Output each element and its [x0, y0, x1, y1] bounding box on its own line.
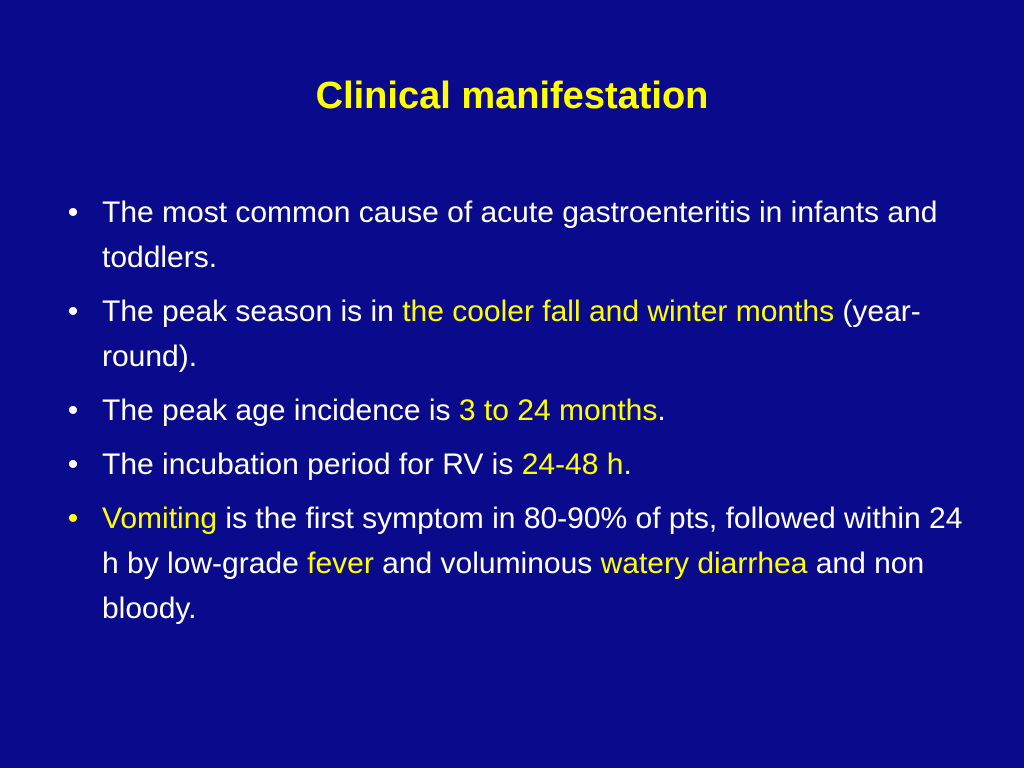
- slide-title: Clinical manifestation: [315, 75, 709, 117]
- bullet-marker-icon: •: [67, 502, 79, 535]
- bullet-item: [58, 289, 978, 379]
- highlight-segment: the cooler fall and winter months: [402, 295, 835, 328]
- bullet-text: [102, 448, 632, 481]
- bullet-segment: The incubation period for RV is: [102, 448, 522, 481]
- bullet-marker-icon: •: [67, 394, 79, 427]
- highlight-segment: Vomiting: [102, 502, 218, 535]
- highlight-segment: fever: [307, 547, 374, 580]
- bullet-item: [58, 190, 978, 280]
- highlight-segment: watery diarrhea: [600, 547, 808, 580]
- bullet-item: [58, 388, 978, 433]
- bullet-segment: .: [657, 394, 666, 427]
- bullet-item: [58, 496, 978, 631]
- bullet-marker-icon: •: [67, 448, 79, 481]
- bullet-segment: .: [623, 448, 632, 481]
- bullet-text: [102, 502, 962, 625]
- bullet-segment: The peak age incidence is: [102, 394, 459, 427]
- bullet-marker-icon: •: [67, 196, 79, 229]
- bullet-segment: and non bloody.: [102, 547, 925, 625]
- highlight-segment: 3 to 24 months: [458, 394, 658, 427]
- bullet-item: [58, 442, 978, 487]
- bullet-text: [102, 295, 921, 373]
- bullet-segment: The most common cause of acute gastroenteritis in infants and toddlers.: [102, 196, 938, 274]
- bullet-text: [102, 394, 666, 427]
- bullet-marker-icon: •: [67, 295, 79, 328]
- bullet-segment: The peak season is in: [102, 295, 403, 328]
- bullet-segment: is the first symptom in 80-90% of pts, followed within 24 h by low-grade: [102, 502, 963, 580]
- highlight-segment: 24-48 h: [521, 448, 624, 481]
- bullet-segment: (year-round).: [102, 295, 921, 373]
- bullet-text: [102, 196, 937, 274]
- bullet-list: [58, 190, 978, 640]
- bullet-segment: and voluminous: [373, 547, 601, 580]
